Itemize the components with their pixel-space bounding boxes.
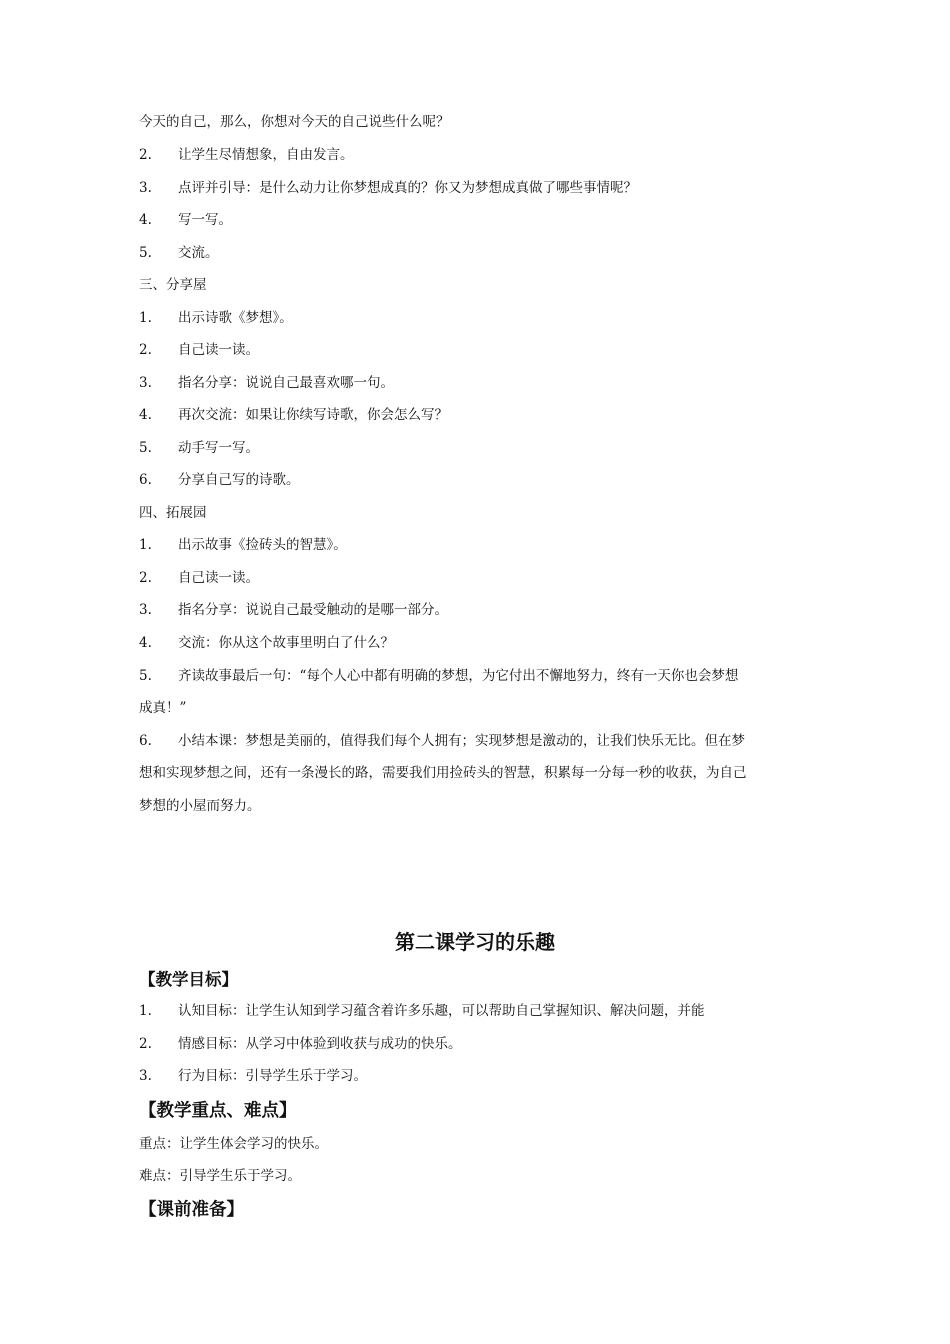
list-item-continuation: 梦想的小屋而努力。	[139, 798, 261, 814]
goals-heading: 【教学目标】	[139, 970, 238, 989]
list-item: 1. 出示故事《捡砖头的智慧》。	[139, 537, 347, 553]
list-item-continuation: 想和实现梦想之间，还有一条漫长的路，需要我们用捡砖头的智慧，积累每一分每一秒的收获，为自己	[139, 765, 747, 781]
list-item: 1. 认知目标：让学生认知到学习蕴含着许多乐趣，可以帮助自己掌握知识、解决问题，并能	[139, 1003, 705, 1019]
key-points-heading: 【教学重点、难点】	[139, 1101, 297, 1121]
list-item: 3. 指名分享：说说自己最喜欢哪一句。	[139, 375, 394, 391]
list-item: 6. 分享自己写的诗歌。	[139, 472, 300, 488]
list-item: 1. 出示诗歌《梦想》。	[139, 310, 293, 326]
section-heading: 四、拓展园	[139, 505, 207, 521]
list-item: 5. 齐读故事最后一句：“每个人心中都有明确的梦想，为它付出不懈地努力，终有一天你也会梦想	[139, 668, 739, 684]
lesson-title: 第二课学习的乐趣	[395, 930, 555, 954]
section-heading: 三、分享屋	[139, 277, 207, 293]
list-item: 2. 情感目标：从学习中体验到收获与成功的快乐。	[139, 1036, 462, 1052]
list-item: 2. 自己读一读。	[139, 342, 259, 358]
key-point: 重点：让学生体会学习的快乐。	[139, 1136, 328, 1152]
difficult-point: 难点：引导学生乐于学习。	[139, 1168, 301, 1184]
prep-heading: 【课前准备】	[139, 1200, 244, 1220]
list-item: 5. 交流。	[139, 245, 219, 261]
list-item: 4. 再次交流：如果让你续写诗歌，你会怎么写？	[139, 407, 448, 423]
list-item: 3. 行为目标：引导学生乐于学习。	[139, 1068, 367, 1084]
list-item: 2. 自己读一读。	[139, 570, 259, 586]
intro-line: 今天的自己，那么，你想对今天的自己说些什么呢？	[139, 114, 450, 130]
list-item: 3. 指名分享：说说自己最受触动的是哪一部分。	[139, 602, 448, 618]
list-item: 2. 让学生尽情想象，自由发言。	[139, 147, 354, 163]
list-item: 4. 写一写。	[139, 212, 232, 228]
list-item: 6. 小结本课：梦想是美丽的，值得我们每个人拥有；实现梦想是激动的，让我们快乐无比。但在梦	[139, 733, 745, 749]
list-item-continuation: 成真！”	[139, 700, 187, 716]
list-item: 4. 交流：你从这个故事里明白了什么？	[139, 635, 394, 651]
list-item: 3. 点评并引导：是什么动力让你梦想成真的？你又为梦想成真做了哪些事情呢？	[139, 180, 637, 196]
list-item: 5. 动手写一写。	[139, 440, 259, 456]
